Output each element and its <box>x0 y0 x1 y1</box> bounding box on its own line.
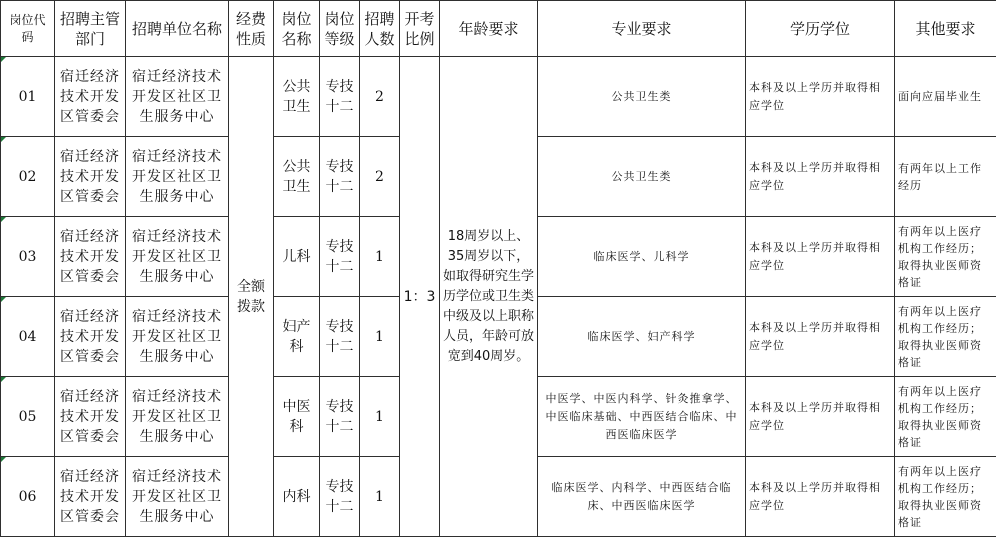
cell-other: 有两年以上工作经历 <box>895 137 996 217</box>
cell-other: 有两年以上医疗机构工作经历；取得执业医师资格证 <box>895 297 996 377</box>
cell-dept: 宿迁经济技术开发区管委会 <box>55 217 126 297</box>
cell-unit: 宿迁经济技术开发区社区卫生服务中心 <box>126 217 229 297</box>
cell-code: 06 <box>1 457 55 537</box>
header-ratio: 开考比例 <box>400 1 440 57</box>
cell-count: 2 <box>360 137 400 217</box>
cell-count: 2 <box>360 57 400 137</box>
header-edu: 学历学位 <box>746 1 895 57</box>
cell-major: 公共卫生类 <box>538 137 746 217</box>
cell-count: 1 <box>360 217 400 297</box>
header-level: 岗位等级 <box>320 1 360 57</box>
cell-major: 中医学、中医内科学、针灸推拿学、中医临床基础、中西医结合临床、中西医临床医学 <box>538 377 746 457</box>
header-other: 其他要求 <box>895 1 996 57</box>
cell-unit: 宿迁经济技术开发区社区卫生服务中心 <box>126 377 229 457</box>
header-dept: 招聘主管部门 <box>55 1 126 57</box>
cell-funding: 全额拨款 <box>229 57 274 537</box>
cell-edu: 本科及以上学历并取得相应学位 <box>746 297 895 377</box>
cell-code: 02 <box>1 137 55 217</box>
cell-code: 05 <box>1 377 55 457</box>
cell-edu: 本科及以上学历并取得相应学位 <box>746 377 895 457</box>
cell-major: 公共卫生类 <box>538 57 746 137</box>
header-age: 年龄要求 <box>440 1 538 57</box>
header-funding: 经费性质 <box>229 1 274 57</box>
cell-post: 中医科 <box>274 377 320 457</box>
cell-post: 妇产科 <box>274 297 320 377</box>
cell-unit: 宿迁经济技术开发区社区卫生服务中心 <box>126 137 229 217</box>
cell-major: 临床医学、儿科学 <box>538 217 746 297</box>
cell-other: 面向应届毕业生 <box>895 57 996 137</box>
cell-code: 01 <box>1 57 55 137</box>
cell-post: 内科 <box>274 457 320 537</box>
cell-level: 专技十二 <box>320 377 360 457</box>
cell-dept: 宿迁经济技术开发区管委会 <box>55 377 126 457</box>
cell-other: 有两年以上医疗机构工作经历；取得执业医师资格证 <box>895 457 996 537</box>
cell-edu: 本科及以上学历并取得相应学位 <box>746 137 895 217</box>
cell-post: 公共卫生 <box>274 137 320 217</box>
cell-age: 18周岁以上、35周岁以下，如取得研究生学历学位或卫生类中级及以上职称人员，年龄可放宽到40周岁。 <box>440 57 538 537</box>
cell-count: 1 <box>360 377 400 457</box>
cell-other: 有两年以上医疗机构工作经历；取得执业医师资格证 <box>895 217 996 297</box>
cell-major: 临床医学、内科学、中西医结合临床、中西医临床医学 <box>538 457 746 537</box>
cell-dept: 宿迁经济技术开发区管委会 <box>55 457 126 537</box>
cell-code: 04 <box>1 297 55 377</box>
cell-level: 专技十二 <box>320 297 360 377</box>
cell-count: 1 <box>360 297 400 377</box>
cell-unit: 宿迁经济技术开发区社区卫生服务中心 <box>126 297 229 377</box>
cell-edu: 本科及以上学历并取得相应学位 <box>746 457 895 537</box>
header-major: 专业要求 <box>538 1 746 57</box>
header-row <box>1 1 996 57</box>
cell-dept: 宿迁经济技术开发区管委会 <box>55 57 126 137</box>
cell-edu: 本科及以上学历并取得相应学位 <box>746 57 895 137</box>
table-row <box>1 57 996 137</box>
cell-level: 专技十二 <box>320 137 360 217</box>
cell-level: 专技十二 <box>320 217 360 297</box>
cell-edu: 本科及以上学历并取得相应学位 <box>746 217 895 297</box>
cell-level: 专技十二 <box>320 457 360 537</box>
cell-post: 公共卫生 <box>274 57 320 137</box>
header-post: 岗位名称 <box>274 1 320 57</box>
cell-major: 临床医学、妇产科学 <box>538 297 746 377</box>
cell-count: 1 <box>360 457 400 537</box>
cell-dept: 宿迁经济技术开发区管委会 <box>55 297 126 377</box>
cell-unit: 宿迁经济技术开发区社区卫生服务中心 <box>126 457 229 537</box>
cell-level: 专技十二 <box>320 57 360 137</box>
cell-code: 03 <box>1 217 55 297</box>
header-unit: 招聘单位名称 <box>126 1 229 57</box>
cell-dept: 宿迁经济技术开发区管委会 <box>55 137 126 217</box>
cell-unit: 宿迁经济技术开发区社区卫生服务中心 <box>126 57 229 137</box>
cell-ratio: 1：3 <box>400 57 440 537</box>
header-code: 岗位代码 <box>1 1 55 57</box>
cell-post: 儿科 <box>274 217 320 297</box>
header-count: 招聘人数 <box>360 1 400 57</box>
cell-other: 有两年以上医疗机构工作经历；取得执业医师资格证 <box>895 377 996 457</box>
